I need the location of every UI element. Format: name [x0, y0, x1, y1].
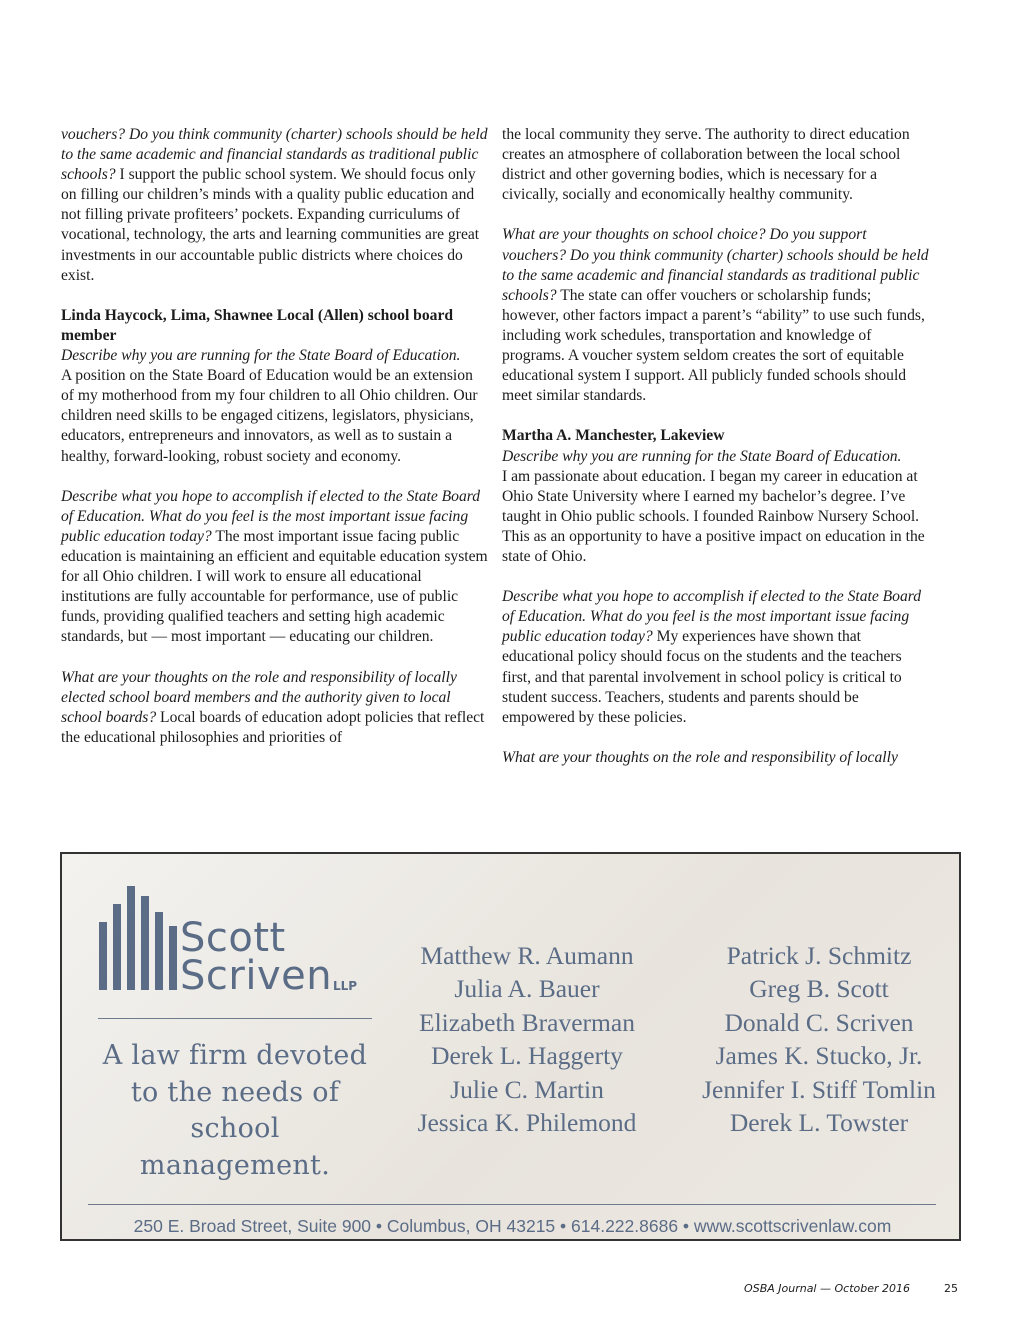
question-text: Describe what you hope to accomplish if elected to the State Board of Education. What do you feel is the most important issue facing public education today? [61, 487, 481, 545]
page-number: 25 [944, 1282, 958, 1295]
question-text: vouchers? Do you think community (charter) schools should be held to the same academic and financial standards as traditional public schools? [61, 126, 488, 184]
publication-title: OSBA Journal — October 2016 [744, 1282, 910, 1295]
divider [98, 1018, 372, 1019]
article-right-column [502, 125, 932, 788]
paragraph-accomplish [61, 487, 489, 648]
question-text: What are your thoughts on the role and responsibility of locally [502, 748, 898, 766]
article-left-column [61, 125, 489, 768]
answer-text: The most important issue facing public education is maintaining an efficient and equitable education system for all Ohio children. I will work to ensure all educational institutions are fully accountable for performance, use of public funds, providing qualified teachers and setting high academic standards, but — most important — educating our children. [61, 527, 488, 646]
logo-wordmark-scott: Scott [180, 915, 286, 961]
attorney-name: Donald C. Scriven [724, 1007, 914, 1037]
candidate-name: Martha A. Manchester, Lakeview [502, 427, 725, 445]
paragraph-accomplish [502, 587, 932, 728]
answer-text: The state can offer vouchers or scholarship funds; however, other factors impact a parent’s “ability” to use such funds, including work schedules, transportation and knowledge of programs. A voucher system seldom creates the sort of equitable educational system I support. All publicly funded schools should meet similar standards. [502, 286, 925, 405]
logo-llp: LLP [333, 979, 358, 993]
law-firm-advertisement [60, 852, 961, 1241]
paragraph-local-boards [502, 748, 932, 768]
attorney-name: Matthew R. Aumann [420, 941, 634, 970]
page-footer [744, 1282, 958, 1295]
paragraph-local-boards [61, 668, 489, 748]
attorney-name: Derek L. Haggerty [431, 1041, 623, 1071]
attorney-name: James K. Stucko, Jr. [715, 1041, 923, 1071]
paragraph-continued: the local community they serve. The authority to direct education creates an atmosphere of collaboration between the local school district and other governing bodies, which is necessary for a civically, socially and economically healthy community. [502, 126, 910, 204]
question-text: What are your thoughts on school choice? Do you support vouchers? Do you think community (charter) schools should be held to the same academic and financial standards as traditional public schools? [502, 226, 929, 304]
logo-wordmark-scriven: Scriven [180, 953, 333, 999]
attorney-list-2 [674, 939, 961, 1139]
attorney-name: Jennifer I. Stiff Tomlin [702, 1074, 936, 1104]
attorney-name: Elizabeth Braverman [419, 1007, 635, 1037]
firm-address: 250 E. Broad Street, Suite 900 • Columbus, OH 43215 • 614.222.8686 • www.scottscrivenlaw.com [133, 1216, 892, 1236]
divider [88, 1204, 936, 1205]
candidate-intro [502, 426, 932, 567]
paragraph-school-choice [502, 225, 932, 406]
question-text: Describe what you hope to accomplish if elected to the State Board of Education. What do you feel is the most important issue facing public education today? [502, 588, 922, 646]
attorney-name: Jessica K. Philemond [417, 1108, 637, 1138]
attorney-name: Greg B. Scott [749, 974, 889, 1004]
question-text: Describe why you are running for the State Board of Education. [502, 447, 902, 465]
answer-text: I am passionate about education. I began my career in education at Ohio State University where I earned my bachelor’s degree. I’ve taught in Ohio public schools. I founded Rainbow Nursery School. This as an opportunity to have a positive impact on education in the state of Ohio. [502, 467, 925, 565]
answer-text: I support the public school system. We should focus only on filling our children’s minds with a quality public education and not filling private profiteers’ pockets. Expanding curriculums of vocational, technology, the arts and learning communities are great investments in our accountable public districts where choices do exist. [61, 166, 480, 284]
attorney-name: Julie C. Martin [450, 1074, 604, 1104]
attorney-name: Patrick J. Schmitz [726, 941, 912, 970]
paragraph-school-choice-answer [61, 125, 489, 286]
attorney-name: Derek L. Towster [729, 1108, 909, 1138]
candidate-intro [61, 306, 489, 467]
attorney-list-1 [382, 939, 672, 1139]
answer-text: Local boards of education adopt policies that reflect the educational philosophies and priorities of [61, 708, 485, 746]
answer-text: A position on the State Board of Education would be an extension of my motherhood from my four children to all Ohio children. Our children need skills to be engaged citizens, legislators, physicians, educators, entrepreneurs and innovators, as well as to sustain a healthy, forward-looking, robust society and economy. [61, 367, 478, 465]
firm-tagline: A law firm devoted to the needs of school management. [102, 1040, 368, 1181]
question-text: Describe why you are running for the State Board of Education. [61, 347, 461, 365]
answer-text: My experiences have shown that educational policy should focus on the students and the teachers first, and that parental involvement in school policy is critical to student success. Teachers, students and parents should be empowered by these policies. [502, 628, 902, 726]
attorney-name: Julia A. Bauer [454, 974, 600, 1004]
candidate-name: Linda Haycock, Lima, Shawnee Local (Allen) school board member [61, 306, 454, 344]
question-text: What are your thoughts on the role and responsibility of locally elected school board members and the authority given to local school boards? [61, 668, 457, 726]
